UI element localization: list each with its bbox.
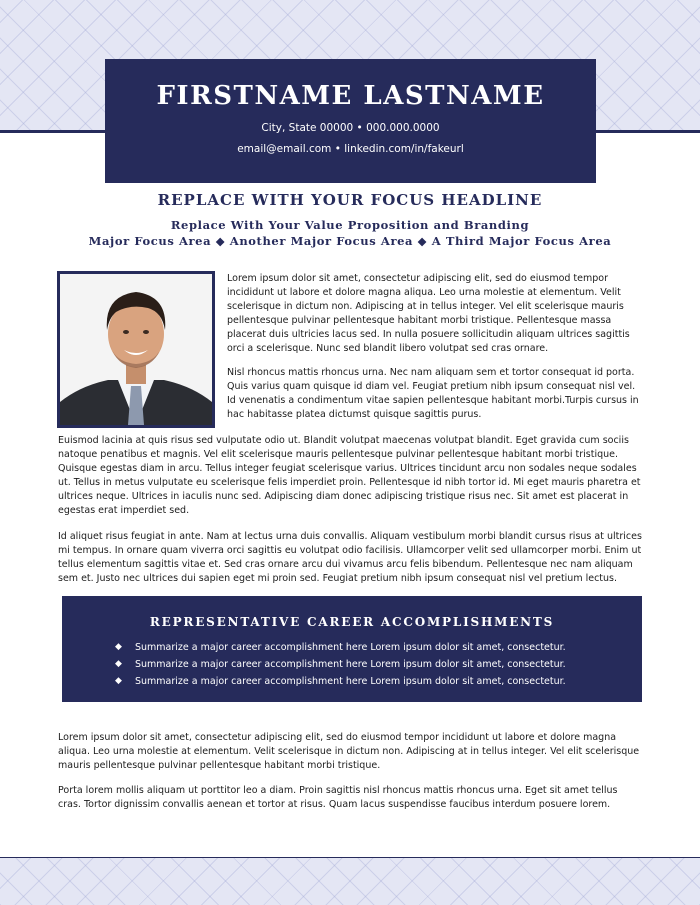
accomplishment-item	[115, 673, 642, 690]
closing-paragraph-1: Lorem ipsum dolor sit amet, consectetur adipiscing elit, sed do eiusmod tempor incididunt ut labore et dolore magna aliqua. Leo urna molestie at elementum. Velit scelerisque in dictum non. Adipiscing at in tellus integer. Vel elit scelerisque mauris pellentesque pulvinar pellentesque habitant morbi tristique.	[58, 732, 640, 771]
accomplishments-list	[62, 639, 642, 690]
diamond-bullet-icon: ◆	[115, 676, 122, 686]
bottom-pattern-band	[0, 858, 700, 905]
profile-photo	[57, 271, 215, 428]
closing-paragraph-2: Porta lorem mollis aliquam ut porttitor leo a diam. Proin sagittis nisl rhoncus mattis rhoncus urna. Eget sit amet tellus cras. Tortor dignissim convallis aenean et tortor at risus. Quam lacus suspendisse faucibus interdum posuere lorem.	[58, 785, 618, 810]
header-banner	[105, 59, 596, 183]
accomplishment-text: Summarize a major career accomplishment here Lorem ipsum dolor sit amet, consectetur.	[135, 642, 566, 653]
accomplishment-text: Summarize a major career accomplishment here Lorem ipsum dolor sit amet, consectetur.	[135, 676, 566, 687]
intro-paragraph-4: Id aliquet risus feugiat in ante. Nam at lectus urna duis convallis. Aliquam vestibulum morbi blandit cursus risus at ultrices mi tempus. In ornare quam viverra orci sagittis eu volutpat odio facilisis. Ullamcorper velit sed ullamcorper morbi. Enim ut tellus elementum sagittis vitae et. Sed cras ornare arcu dui vivamus arcu felis bibendum. Pellentesque nec nam aliquam sem et. Justo nec ultrices dui sapien eget mi proin sed. Feugiat pretium nibh ipsum consequat nisl vel pretium lectus.	[58, 531, 642, 584]
accomplishment-item	[115, 656, 642, 673]
candidate-name: FIRSTNAME LASTNAME	[156, 81, 545, 111]
intro-paragraph-2: Nisl rhoncus mattis rhoncus urna. Nec nam aliquam sem et tortor consequat id porta. Quis varius quam quisque id diam vel. Feugiat pretium nibh ipsum consequat nisl vel. Id venenatis a condimentum vitae sapien pellentesque habitant morbi.Turpis cursus in hac habitasse platea dictumst quisque sagittis purus.	[227, 367, 639, 420]
intro-paragraph-1: Lorem ipsum dolor sit amet, consectetur adipiscing elit, sed do eiusmod tempor incididunt ut labore et dolore magna aliqua. Leo urna molestie at elementum. Velit scelerisque in dictum non. Adipiscing at in tellus integer. Vel elit scelerisque mauris pellentesque pulvinar pellentesque habitant morbi tristique. Pellentesque massa placerat duis ultricies lacus sed. In nulla posuere sollicitudin aliquam ultrices sagittis orci a scelerisque. Nunc sed blandit libero volutpat sed cras ornare.	[227, 273, 630, 354]
diamond-bullet-icon: ◆	[115, 642, 122, 652]
focus-areas: Major Focus Area ◆ Another Major Focus Area ◆ A Third Major Focus Area	[88, 234, 612, 248]
diamond-bullet-icon: ◆	[115, 659, 122, 669]
contact-location-phone: City, State 00000 • 000.000.0000	[261, 122, 440, 134]
portrait-illustration	[60, 274, 212, 425]
accomplishment-text: Summarize a major career accomplishment here Lorem ipsum dolor sit amet, consectetur.	[135, 659, 566, 670]
value-proposition: Replace With Your Value Proposition and Branding	[170, 218, 530, 232]
focus-headline: REPLACE WITH YOUR FOCUS HEADLINE	[157, 191, 543, 209]
accomplishment-item	[115, 639, 642, 656]
contact-email-linkedin: email@email.com • linkedin.com/in/fakeurl	[237, 143, 464, 155]
intro-paragraph-3: Euismod lacinia at quis risus sed vulputate odio ut. Blandit volutpat maecenas volutpat blandit. Eget gravida cum sociis natoque penatibus et magnis. Vel elit scelerisque mauris pellentesque pulvinar pellentesque habitant morbi tristique. Quisque egestas diam in arcu. Tellus integer feugiat scelerisque varius. Ultrices tincidunt arcu non sodales neque sodales ut. Tellus in metus vulputate eu scelerisque felis imperdiet proin. Pellentesque id nibh tortor id. Mi eget mauris pharetra et ultrices neque. Ultrices in iaculis nunc sed. Adipiscing diam donec adipiscing tristique risus nec. Sit amet est placerat in egestas erat imperdiet sed.	[58, 435, 641, 516]
accomplishments-panel	[62, 596, 642, 702]
accomplishments-title: REPRESENTATIVE CAREER ACCOMPLISHMENTS	[149, 615, 555, 629]
